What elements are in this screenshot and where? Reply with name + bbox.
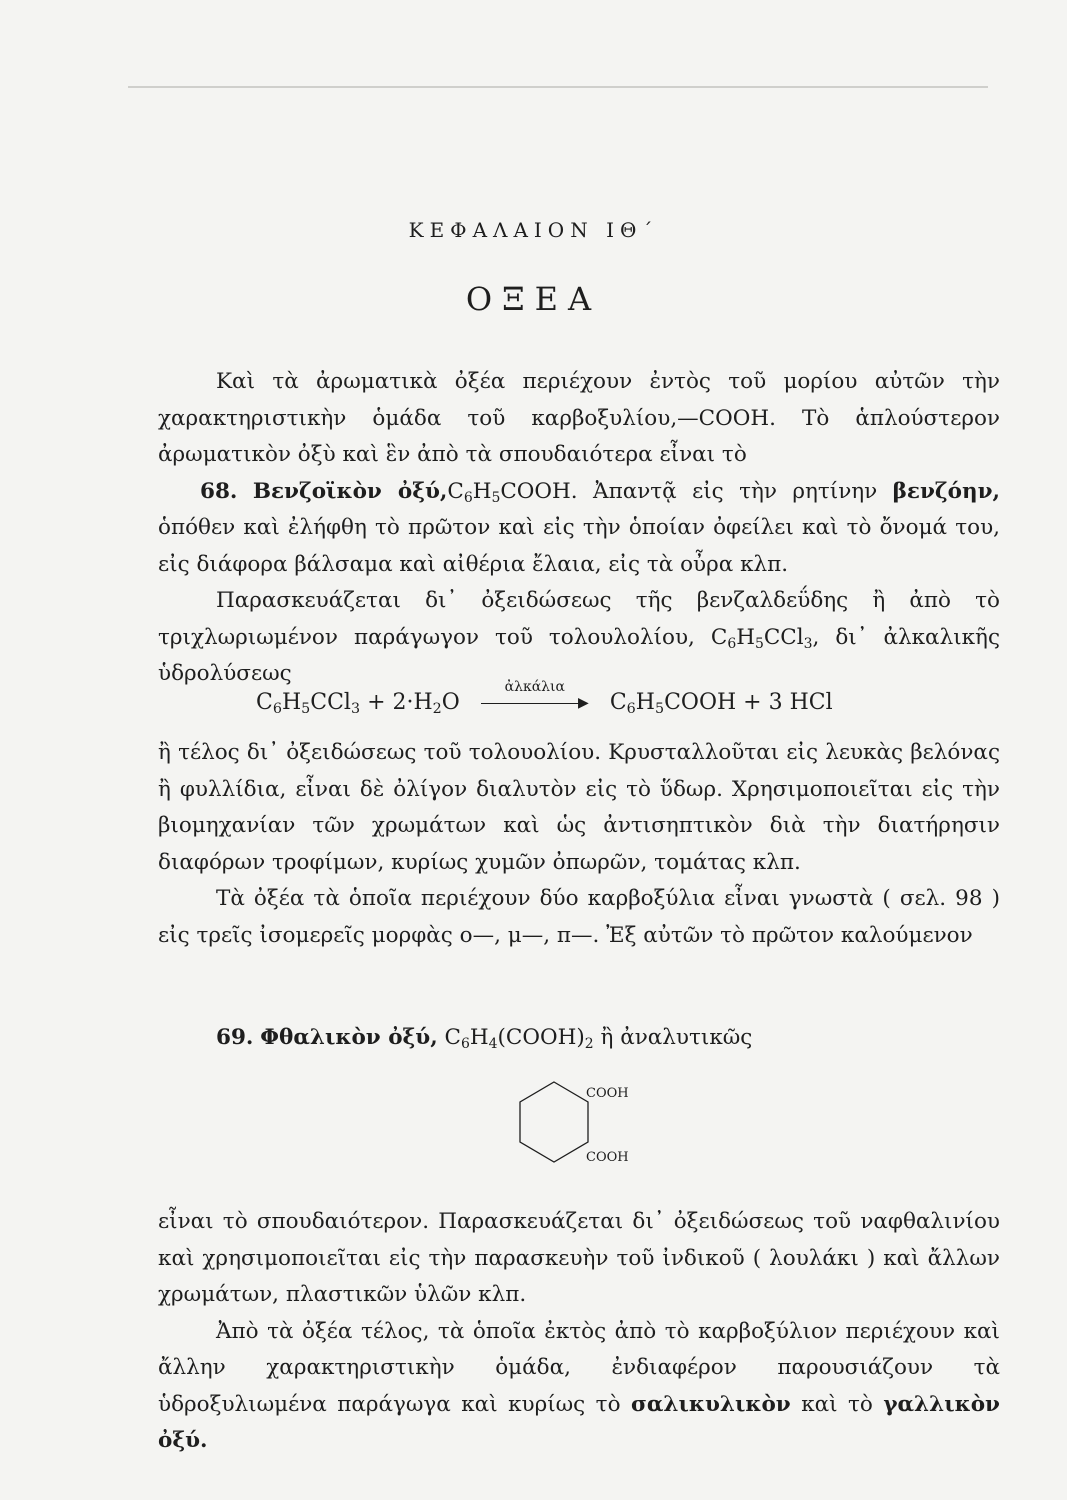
paragraph-hydroxy: Ἀπὸ τὰ ὀξέα τέλος, τὰ ὁποῖα ἐκτὸς ἀπὸ τὸ καρβοξύλιον περιέχουν καὶ ἄλλην χαρακτηριστικὴν ὁμάδα, ἐνδιαφέρον παρουσιάζουν τὰ ὑδροξυλιωμένα παράγωγα καὶ κυρίως τὸ σαλικυλικὸν καὶ τὸ γαλλικὸν ὀξύ. bbox=[158, 1318, 1000, 1453]
bold-salicylic: σαλικυλικὸν bbox=[630, 1391, 791, 1417]
paragraph-69 bbox=[216, 1020, 996, 1057]
paragraph-phthalic: εἶναι τὸ σπουδαιότερον. Παρασκευάζεται δι᾿ ὀξειδώσεως τοῦ ναφθαλινίου καὶ χρησιμοποιεῖται εἰς τὴν παρασκευὴν τοῦ ἰνδικοῦ ( λουλάκι ) καὶ ἄλλων χρωμάτων, πλαστικῶν ὑλῶν κλπ. bbox=[158, 1209, 1000, 1307]
reaction-arrow: ἀλκάλια ▶ bbox=[481, 703, 589, 704]
chapter-heading: ΚΕΦΑΛΑΙΟΝ ΙΘ΄ bbox=[408, 218, 659, 242]
section-number-68: 68. bbox=[200, 478, 238, 504]
section-phthalic bbox=[158, 1204, 1000, 1460]
formula-phthalic: $C_6H_4(COOH)_2$ bbox=[444, 1025, 594, 1052]
heading-69 bbox=[216, 1020, 996, 1057]
text-68a: Ἀπαντᾷ εἰς τὴν ρητίνην bbox=[593, 478, 878, 504]
formula-benzoic: $C_6H_5COOH$. bbox=[447, 478, 578, 506]
paragraph-intro: Καὶ τὰ ἀρωματικὰ ὀξέα περιέχουν ἐντὸς τοῦ μορίου αὐτῶν τὴν χαρακτηριστικὴν ὁμάδα τοῦ καρβοξυλίου,—COOH. Τὸ ἁπλούστερον ἀρωματικὸν ὀξὺ καὶ ἓν ἀπὸ τὰ σπουδαιότερα εἶναι τὸ bbox=[158, 369, 1000, 467]
text-69: ἢ ἀναλυτικῶς bbox=[600, 1025, 753, 1050]
bold-gallic: γαλλικὸν ὀξύ. bbox=[158, 1391, 1000, 1453]
paragraph-68 bbox=[158, 474, 1000, 584]
compound-name-benzoic: Βενζοϊκὸν ὀξύ, bbox=[252, 478, 448, 504]
cooh-label-bottom: COOH bbox=[586, 1150, 629, 1165]
hexagon-ring bbox=[520, 1082, 588, 1162]
paragraph-preparation: Παρασκευάζεται δι᾿ ὀξειδώσεως τῆς βενζαλδεΰδης ἢ ἀπὸ τὸ τριχλωριωμένον παράγωγον τοῦ τολουλολίου, $C_6H_5CCl_3$, δι᾿ ἀλκαλικῆς ὑδρολύσεως bbox=[158, 588, 1000, 686]
arrow-label: ἀλκάλια bbox=[504, 678, 565, 695]
section-properties bbox=[158, 735, 1000, 954]
compound-name-phthalic: Φθαλικὸν ὀξύ, bbox=[260, 1025, 438, 1050]
section-intro bbox=[158, 364, 1000, 693]
cooh-label-top: COOH bbox=[586, 1086, 629, 1101]
text-68b: ὁπόθεν καὶ ἐλήφθη τὸ πρῶτον καὶ εἰς τὴν ὁποίαν ὀφείλει καὶ τὸ ὄνομά του, εἰς διάφορα βάλσαμα καὶ αἰθέρια ἔλαια, εἰς τὰ οὖρα κλπ. bbox=[158, 515, 1000, 577]
header-rule bbox=[128, 86, 988, 88]
chapter-title: ΟΞΕΑ bbox=[465, 280, 602, 318]
paragraph-properties: ἢ τέλος δι᾿ ὀξειδώσεως τοῦ τολουολίου. Κρυσταλλοῦται εἰς λευκὰς βελόνας ἢ φυλλίδια, εἶναι δὲ ὀλίγον διαλυτὸν εἰς τὸ ὕδωρ. Χρησιμοποιεῖται εἰς τὴν βιομηχανίαν τῶν χρωμάτων καὶ ὡς ἀντισηπτικὸν διὰ τὴν διατήρησιν διαφόρων τροφίμων, κυρίως χυμῶν ὀπωρῶν, τομάτας κλπ. bbox=[158, 740, 1000, 875]
reaction-equation: $C_6H_5CCl_3 + 2\cdot H_2O$ ἀλκάλια ▶ $C_6H_5COOH + 3$ HCl bbox=[256, 678, 833, 717]
bold-benzoin: βενζόην, bbox=[892, 478, 1000, 504]
section-number-69: 69. bbox=[216, 1025, 254, 1050]
formula-trichloro: $C_6H_5CCl_3$ bbox=[710, 624, 813, 652]
paragraph-dicarboxylic: Τὰ ὀξέα τὰ ὁποῖα περιέχουν δύο καρβοξύλια εἶναι γνωστὰ ( σελ. 98 ) εἰς τρεῖς ἰσομερεῖς μορφὰς o—, μ—, π—. Ἐξ αὐτῶν τὸ πρῶτον καλούμενον bbox=[158, 886, 1000, 948]
